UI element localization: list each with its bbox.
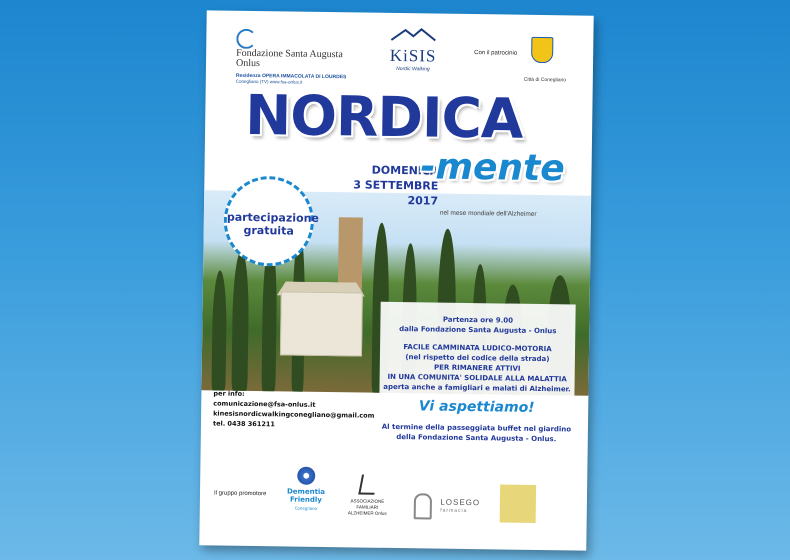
event-title-suffix: -mente [420, 146, 565, 190]
losego-name: LOSEGO [440, 497, 481, 508]
invite-text: Vi aspettiamo! [418, 398, 535, 416]
forget-me-not-icon [297, 467, 315, 485]
slogan-line1: PER RIMANERE ATTIVI [433, 363, 521, 373]
walk-note: (nel rispetto del codice della strada) [405, 353, 550, 364]
badge-line2: gratuita [243, 223, 294, 238]
event-title: NORDICA [244, 82, 523, 151]
contact-info [213, 388, 375, 430]
contact-label: per info: [213, 389, 245, 398]
losego-sub: farmacia [440, 507, 468, 515]
event-day: DOMENICA [371, 163, 439, 178]
fsa-residence: Residenza OPERA IMMACOLATA DI LOURDES [235, 72, 347, 81]
walk-title: FACILE CAMMINATA LUDICO-MOTORIA [403, 343, 552, 354]
contact-email-1: comunicazione@fsa-onlus.it [213, 399, 316, 409]
contact-phone: tel. 0438 361211 [212, 419, 276, 429]
event-subtitle: nel mese mondiale dell'Alzheimer [439, 209, 537, 218]
departure-place: dalla Fondazione Santa Augusta - Onlus [399, 325, 557, 336]
open-to: aperta anche a famigliari e malati di Alzheimer. [383, 382, 571, 394]
df-line3: Conegliano [294, 505, 318, 511]
buffet-line1: Al termine della passeggiata buffet nel giardino [381, 422, 572, 434]
event-flyer [199, 10, 593, 550]
yellow-logo [500, 484, 537, 522]
fsa-logo-icon [236, 29, 256, 49]
fsa-name: Fondazione Santa Augusta [236, 47, 343, 61]
figure-icon [358, 475, 378, 495]
kinesis-logo-text: KiSIS [389, 45, 437, 66]
dementia-friendly-logo [280, 466, 333, 513]
city-crest-icon [531, 37, 553, 63]
kinesis-logo [387, 27, 440, 80]
villa [280, 291, 363, 356]
fsa-location: Conegliano (TV) www.fsa-onlus.it [235, 78, 303, 85]
patronage-label: Con il patrocinio [474, 50, 518, 57]
losego-icon [414, 493, 432, 519]
slogan-line2: IN UNA COMUNITA' SOLIDALE ALLA MALATTIA [387, 372, 567, 384]
losego-logo [414, 493, 484, 520]
departure-time: Partenza ore 9.00 [442, 315, 514, 325]
afa-logo [340, 474, 396, 517]
mountain-icon [387, 27, 439, 42]
contact-email-2: kinesisnordicwalkingconegliano@gmail.com [213, 409, 375, 420]
afa-line2: ALZHEIMER Onlus [347, 510, 387, 516]
fsa-logo [236, 29, 367, 87]
promoters-label: Il gruppo promotore [213, 490, 267, 498]
kinesis-logo-script: Nordic Walking [396, 65, 430, 73]
afa-line1: ASSOCIAZIONE FAMILIARI [350, 498, 385, 510]
event-details [378, 302, 575, 485]
buffet-line2: della Fondazione Santa Augusta - Onlus. [396, 433, 557, 444]
df-line2: Friendly [289, 495, 322, 504]
event-full-date: 3 SETTEMBRE 2017 [353, 178, 439, 208]
city-name: Città di Conegliano [523, 76, 567, 84]
df-line1: Dementia [286, 487, 326, 497]
fsa-onlus: Onlus [235, 57, 260, 70]
badge-line1: partecipazione [226, 210, 320, 225]
